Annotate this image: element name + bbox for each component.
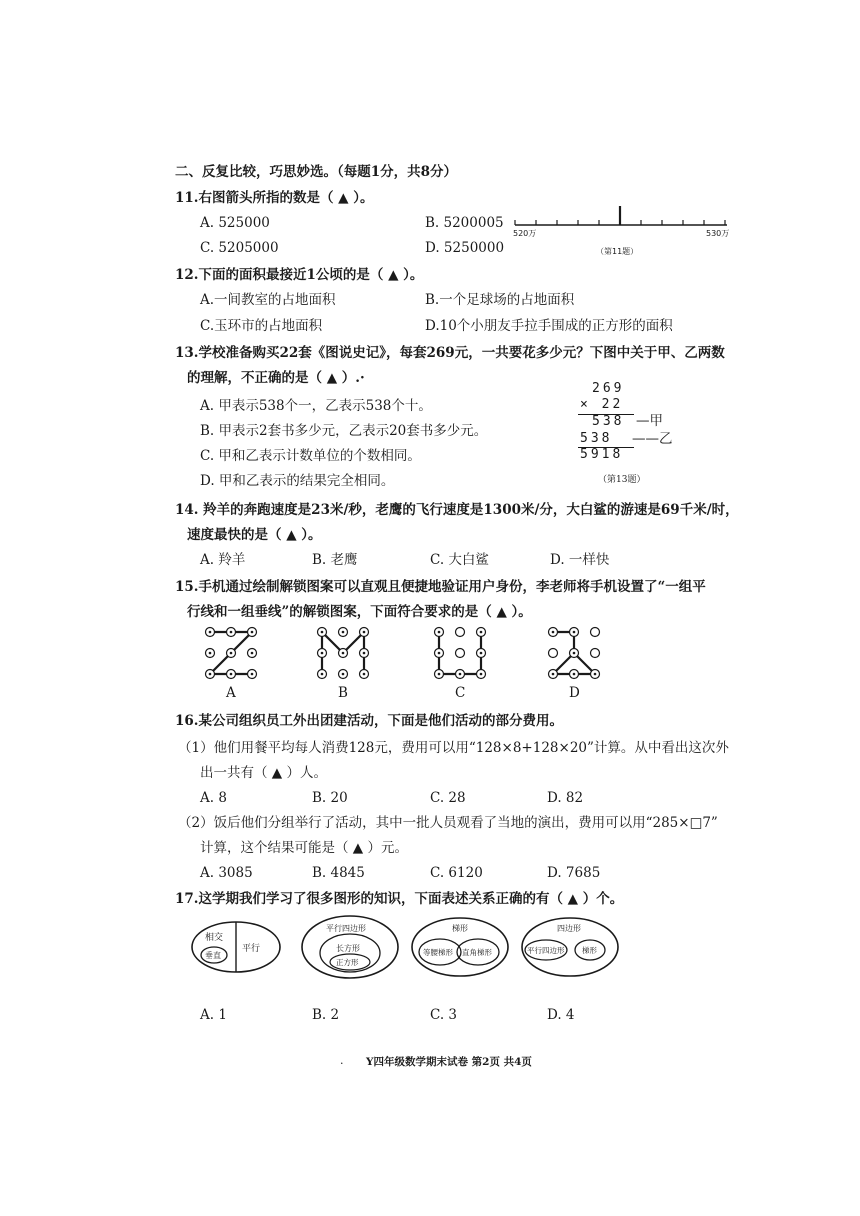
q15-stem-line1: 15.手机通过绘制解锁图案可以直观且便捷地验证用户身份，李老师将手机设置了“一组平 <box>175 579 706 595</box>
q11-number-line <box>510 196 735 261</box>
q17-fig2-mid: 长方形 <box>336 944 360 953</box>
q11-right-label: 530万 <box>706 229 730 238</box>
q14-option-b[interactable]: B. 老鹰 <box>312 552 358 568</box>
q17-fig1-b: 垂直 <box>205 951 221 960</box>
q16-p2-line1: （2）饭后他们分组举行了活动，其中一批人员观看了当地的演出，费用可以用“285×□7” <box>178 815 718 831</box>
q16-p2-option-c[interactable]: C. 6120 <box>430 865 483 881</box>
q17-figure-1[interactable] <box>190 920 282 974</box>
q13-label-jia: —甲 <box>636 413 663 429</box>
q11-stem: 11.右图箭头所指的数是（ ▲ ）。 <box>175 190 374 206</box>
q17-figure-4[interactable] <box>520 916 620 978</box>
q13-option-d[interactable]: D. 甲和乙表示的结果完全相同。 <box>200 473 395 489</box>
q14-option-a[interactable]: A. 羚羊 <box>200 552 246 568</box>
q17-fig1-c: 平行 <box>242 944 261 954</box>
q15-stem-line2: 行线和一组垂线”的解锁图案，下面符合要求的是（ ▲ ）。 <box>187 604 532 620</box>
q17-fig3-outer: 梯形 <box>452 924 468 933</box>
q17-fig2-inner: 正方形 <box>336 958 359 967</box>
q16-p2-option-d[interactable]: D. 7685 <box>547 865 601 881</box>
q16-p2-option-a[interactable]: A. 3085 <box>200 865 253 881</box>
q16-p1-line2: 出一共有（ ▲ ）人。 <box>200 765 327 781</box>
q11-caption: （第11题） <box>596 247 639 256</box>
q13-caption: （第13题） <box>598 475 646 485</box>
q15-pattern-c[interactable] <box>434 627 488 681</box>
q16-stem: 16.某公司组织员工外出团建活动，下面是他们活动的部分费用。 <box>175 713 563 729</box>
q13-stem-line1: 13.学校准备购买22套《图说史记》，每套269元，一共要花多少元？下图中关于甲、乙两数 <box>175 345 725 361</box>
footer-dot: . <box>340 1054 344 1067</box>
section-title: 二、反复比较，巧思妙选。（每题1分，共8分） <box>175 164 458 180</box>
q17-fig4-right: 梯形 <box>582 946 597 955</box>
q16-p1-option-c[interactable]: C. 28 <box>430 790 466 806</box>
q17-option-b[interactable]: B. 2 <box>312 1007 340 1023</box>
q11-option-b[interactable]: B. 5200005 <box>425 215 504 231</box>
q13-option-a[interactable]: A. 甲表示538个一，乙表示538个十。 <box>200 398 432 414</box>
q15-pattern-a[interactable] <box>205 627 259 681</box>
q17-option-c[interactable]: C. 3 <box>430 1007 458 1023</box>
q17-option-a[interactable]: A. 1 <box>200 1007 227 1023</box>
q13-option-c[interactable]: C. 甲和乙表示计数单位的个数相同。 <box>200 448 421 464</box>
q16-p1-option-a[interactable]: A. 8 <box>200 790 227 806</box>
q14-stem-line1: 14. 羚羊的奔跑速度是23米/秒，老鹰的飞行速度是1300米/分，大白鲨的游速是69千米/时， <box>175 502 739 518</box>
q17-fig1-a: 相交 <box>205 933 224 943</box>
q17-fig2-outer: 平行四边形 <box>326 924 366 933</box>
q16-p1-line1: （1）他们用餐平均每人消费128元，费用可以用“128×8+128×20”计算。从中看出这次外 <box>178 740 729 756</box>
q16-p2-option-b[interactable]: B. 4845 <box>312 865 365 881</box>
q15-label-c: C <box>455 685 466 701</box>
q16-p1-option-b[interactable]: B. 20 <box>312 790 348 806</box>
q15-label-a: A <box>226 685 236 701</box>
q17-fig4-outer: 四边形 <box>557 924 581 933</box>
page-footer: Y四年级数学期末试卷 第2页 共4页 <box>366 1056 532 1068</box>
q17-stem: 17.这学期我们学习了很多图形的知识，下面表述关系正确的有（ ▲ ）个。 <box>175 891 624 907</box>
q17-figure-2[interactable] <box>300 914 400 980</box>
q12-option-a[interactable]: A.一间教室的占地面积 <box>200 292 336 308</box>
q15-label-b: B <box>338 685 348 701</box>
q13-option-b[interactable]: B. 甲表示2套书多少元，乙表示20套书多少元。 <box>200 423 488 439</box>
q11-left-label: 520万 <box>513 229 537 238</box>
q11-option-d[interactable]: D. 5250000 <box>425 240 505 256</box>
q17-fig4-left: 平行四边形 <box>527 946 565 955</box>
q11-option-a[interactable]: A. 525000 <box>200 215 270 231</box>
q13-calc-row4: 538 <box>580 431 613 446</box>
q13-calc-row5: 5918 <box>580 447 624 462</box>
q16-p2-line2: 计算，这个结果可能是（ ▲ ）元。 <box>200 840 408 856</box>
q15-label-d: D <box>569 685 580 701</box>
q11-option-c[interactable]: C. 5205000 <box>200 240 279 256</box>
q17-option-d[interactable]: D. 4 <box>547 1007 575 1023</box>
q12-option-c[interactable]: C.玉环市的占地面积 <box>200 318 323 334</box>
q14-option-d[interactable]: D. 一样快 <box>550 552 610 568</box>
q14-option-c[interactable]: C. 大白鲨 <box>430 552 489 568</box>
q16-p1-option-d[interactable]: D. 82 <box>547 790 584 806</box>
q12-option-d[interactable]: D.10个小朋友手拉手围成的正方形的面积 <box>425 318 673 334</box>
q13-label-yi: ——乙 <box>632 431 673 447</box>
q13-calc-row1: 269 <box>592 381 625 396</box>
q13-calc-row3: 538 <box>592 414 625 429</box>
q12-option-b[interactable]: B.一个足球场的占地面积 <box>425 292 575 308</box>
q13-stem-line2: 的理解，不正确的是（ ▲ ）.· <box>187 370 365 386</box>
q12-stem: 12.下面的面积最接近1公顷的是（ ▲ ）。 <box>175 267 424 283</box>
q15-pattern-d[interactable] <box>548 627 602 681</box>
q14-stem-line2: 速度最快的是（ ▲ ）。 <box>187 527 322 543</box>
q17-fig3-right: 直角梯形 <box>462 948 492 957</box>
q17-fig3-left: 等腰梯形 <box>423 948 453 957</box>
q17-figure-3[interactable] <box>410 916 510 978</box>
q13-calc-row2: × 22 <box>580 397 624 412</box>
q15-pattern-b[interactable] <box>317 627 371 681</box>
